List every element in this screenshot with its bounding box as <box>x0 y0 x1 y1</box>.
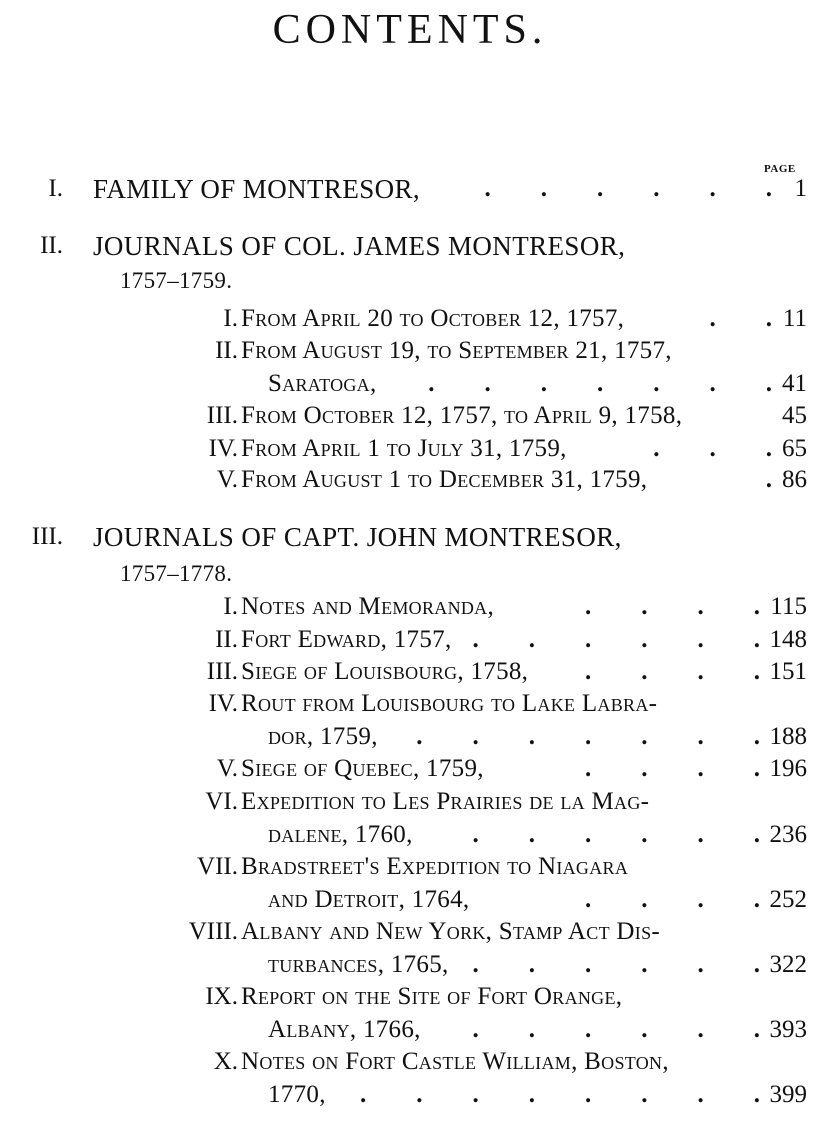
chapter-title-continuation: and Detroit, 1764, <box>268 886 470 913</box>
part-2-entry <box>0 229 820 263</box>
chapter-title: Notes and Memoranda, <box>241 593 495 620</box>
chapter-title-continuation: dalene, 1760, <box>268 821 413 848</box>
dot-leader <box>340 1078 760 1112</box>
toc-entry <box>0 687 820 721</box>
page-number: 86 <box>782 466 807 493</box>
toc-entry <box>0 1045 820 1079</box>
dot-leader <box>580 655 760 689</box>
page-number: 65 <box>782 435 807 462</box>
toc-entry <box>0 302 820 336</box>
dot-leader <box>478 172 772 206</box>
dot-leader <box>440 623 760 657</box>
page-number: 11 <box>782 305 807 332</box>
part-years: 1757–1778. <box>120 561 233 586</box>
part-number: III. <box>31 523 63 550</box>
toc-entry <box>0 752 820 786</box>
page-number: 188 <box>769 723 807 750</box>
chapter-number: VI. <box>205 788 238 815</box>
dot-leader <box>470 948 760 982</box>
part-years: 1757–1759. <box>120 268 233 293</box>
toc-entry-continuation <box>0 948 820 982</box>
dot-leader <box>540 883 760 917</box>
chapter-number: III. <box>206 402 238 429</box>
page-number: 115 <box>770 593 807 620</box>
part-number: I. <box>48 175 63 202</box>
dot-leader <box>400 367 772 401</box>
dot-leader <box>400 720 760 754</box>
chapter-title-continuation: Albany, 1766, <box>268 1016 421 1043</box>
chapter-number: I. <box>223 593 238 620</box>
dot-leader <box>650 432 772 466</box>
page-number: 322 <box>769 951 807 978</box>
page-number: 236 <box>769 821 807 848</box>
toc-entry <box>0 463 820 497</box>
page-number: 45 <box>782 402 807 429</box>
toc-entry <box>0 850 820 884</box>
chapter-title: Fort Edward, 1757, <box>241 626 452 653</box>
toc-entry-continuation <box>0 720 820 754</box>
part-title: JOURNALS OF CAPT. JOHN MONTRESOR, <box>93 522 622 552</box>
chapter-number: X. <box>213 1048 238 1075</box>
page-number: 399 <box>769 1081 807 1108</box>
toc-entry <box>0 785 820 819</box>
chapter-title: Albany and New York, Stamp Act Dis- <box>241 918 661 945</box>
part-title: JOURNALS OF COL. JAMES MONTRESOR, <box>93 231 626 261</box>
part-3-entry <box>0 520 820 554</box>
dot-leader <box>440 818 760 852</box>
chapter-number: V. <box>216 466 238 493</box>
page-number: 252 <box>769 886 807 913</box>
chapter-title: From August 1 to December 31, 1759, <box>241 466 648 493</box>
dot-leader <box>730 463 772 497</box>
chapter-title: Siege of Quebec, 1759, <box>241 755 484 782</box>
chapter-title-continuation: dor, 1759, <box>268 723 378 750</box>
chapter-number: II. <box>215 626 238 653</box>
part-number: II. <box>40 232 63 259</box>
chapter-title: From April 1 to July 31, 1759, <box>241 435 567 462</box>
chapter-title: Siege of Louisbourg, 1758, <box>241 658 529 685</box>
part-1-entry <box>0 172 820 206</box>
chapter-title: Bradstreet's Expedition to Niagara <box>241 853 629 880</box>
chapter-title: Notes on Fort Castle William, Boston, <box>241 1048 669 1075</box>
toc-entry <box>0 590 820 624</box>
toc-entry-continuation <box>0 1013 820 1047</box>
chapter-number: V. <box>216 755 238 782</box>
part-title: FAMILY OF MONTRESOR, <box>93 174 421 204</box>
chapter-title: From August 19, to September 21, 1757, <box>241 337 672 364</box>
chapter-number: IX. <box>205 983 238 1010</box>
page-number: 393 <box>769 1016 807 1043</box>
toc-entry <box>0 655 820 689</box>
chapter-number: VII. <box>197 853 238 880</box>
dot-leader <box>450 1013 760 1047</box>
chapter-title: Rout from Louisbourg to Lake Labra- <box>241 690 658 717</box>
chapter-title-continuation: turbances, 1765, <box>268 951 449 978</box>
toc-entry <box>0 432 820 466</box>
chapter-title-continuation: 1770, <box>268 1081 326 1108</box>
chapter-number: II. <box>215 337 238 364</box>
part-3-years <box>0 557 820 591</box>
chapter-number: VIII. <box>188 918 238 945</box>
toc-entry-continuation <box>0 883 820 917</box>
dot-leader <box>540 752 760 786</box>
toc-entry <box>0 399 820 433</box>
dot-leader <box>560 590 760 624</box>
page-number: 41 <box>782 370 807 397</box>
chapter-title: From April 20 to October 12, 1757, <box>241 305 625 332</box>
chapter-number: I. <box>223 305 238 332</box>
chapter-title: From October 12, 1757, to April 9, 1758, <box>241 402 683 429</box>
page-title: CONTENTS. <box>272 7 548 53</box>
toc-entry-continuation <box>0 818 820 852</box>
page-number: 148 <box>769 626 807 653</box>
toc-entry-continuation <box>0 1078 820 1112</box>
toc-entry <box>0 980 820 1014</box>
toc-entry <box>0 334 820 368</box>
chapter-title: Expedition to Les Prairies de la Mag- <box>241 788 650 815</box>
chapter-number: III. <box>206 658 238 685</box>
chapter-number: IV. <box>208 435 238 462</box>
page-number: 151 <box>769 658 807 685</box>
toc-entry <box>0 623 820 657</box>
page-number: 1 <box>794 175 807 202</box>
dot-leader <box>700 302 772 336</box>
chapter-title-continuation: Saratoga, <box>268 370 377 397</box>
chapter-title: Report on the Site of Fort Orange, <box>241 983 623 1010</box>
page-number: 196 <box>769 755 807 782</box>
chapter-number: IV. <box>208 690 238 717</box>
toc-entry <box>0 915 820 949</box>
part-2-years <box>0 264 820 298</box>
toc-entry-continuation <box>0 367 820 401</box>
page-column-label: PAGE <box>764 163 796 175</box>
